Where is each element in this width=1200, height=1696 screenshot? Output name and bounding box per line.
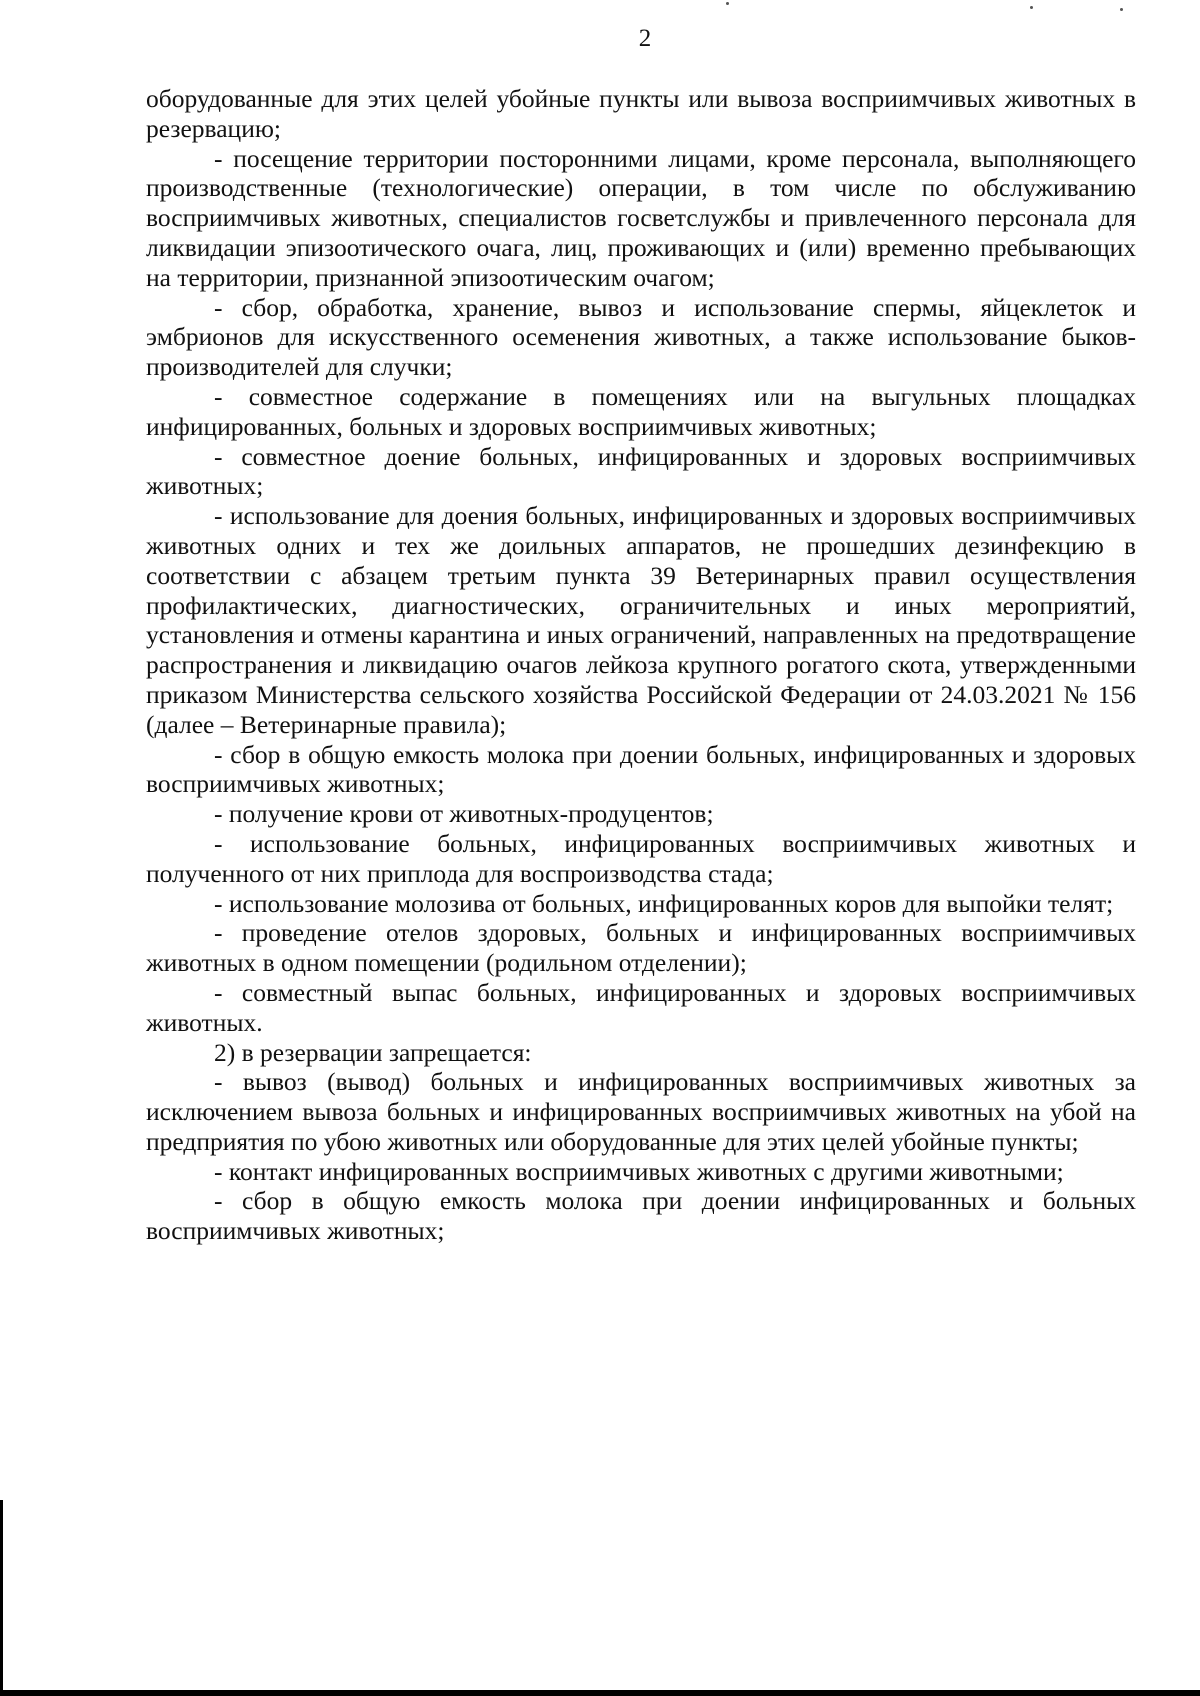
paragraph-7: - сбор в общую емкость молока при доении больных, инфицированных и здоровых восприимчивых животных; (146, 739, 1136, 799)
paragraph-8: - получение крови от животных-продуцентов; (214, 799, 714, 829)
paragraph-13: 2) в резервации запрещается: (214, 1037, 532, 1067)
paragraph-3: - сбор, обработка, хранение, вывоз и использование спермы, яйцеклеток и эмбрионов для искусственного осеменения животных, а также использование быков-производителей для случки; (146, 292, 1136, 382)
page-number: 2 (638, 25, 652, 52)
scan-speck (1120, 8, 1123, 11)
paragraph-2: - посещение территории посторонними лицами, кроме персонала, выполняющего производственные (технологические) операции, в том числе по обслуживанию восприимчивых животных, специалистов госветслужбы и привлеченного персонала для ликвидации эпизоотического очага, лиц, проживающих и (или) временно пребывающих на территории, признанной эпизоотическим очагом; (146, 143, 1136, 292)
scan-speck (1030, 6, 1033, 9)
scan-edge-left (0, 1500, 3, 1696)
scan-edge-bottom (0, 1690, 1200, 1696)
paragraph-1: оборудованные для этих целей убойные пункты или вывоза восприимчивых животных в резервацию; (146, 84, 1136, 143)
paragraph-12: - совместный выпас больных, инфицированных и здоровых восприимчивых животных. (146, 977, 1136, 1037)
paragraph-5: - совместное доение больных, инфицированных и здоровых восприимчивых животных; (146, 441, 1136, 501)
paragraph-10: - использование молозива от больных, инфицированных коров для выпойки телят; (214, 888, 1114, 918)
paragraph-9: - использование больных, инфицированных восприимчивых животных и полученного от них приплода для воспроизводства стада; (146, 828, 1136, 888)
paragraph-6: - использование для доения больных, инфицированных и здоровых восприимчивых животных одних и тех же доильных аппаратов, не прошедших дезинфекцию в соответствии с абзацем третьим пункта 39 Ветеринарных правил осуществления профилактических, диагностических, ограничительных и иных мероприятий, установления и отмены карантина и иных ограничений, направленных на предотвращение распространения и ликвидацию очагов лейкоза крупного рогатого скота, утвержденными приказом Министерства сельского хозяйства Российской Федерации от 24.03.2021 № 156 (далее – Ветеринарные правила); (146, 501, 1136, 739)
document-body (146, 84, 1136, 1246)
paragraph-4: - совместное содержание в помещениях или на выгульных площадках инфицированных, больных и здоровых восприимчивых животных; (146, 381, 1136, 441)
paragraph-15: - контакт инфицированных восприимчивых животных с другими животными; (214, 1156, 1064, 1186)
paragraph-16: - сбор в общую емкость молока при доении инфицированных и больных восприимчивых животных; (146, 1186, 1136, 1246)
scan-speck (726, 2, 729, 5)
paragraph-14: - вывоз (вывод) больных и инфицированных восприимчивых животных за исключением вывоза больных и инфицированных восприимчивых животных на убой на предприятия по убою животных или оборудованные для этих целей убойные пункты; (146, 1067, 1136, 1156)
paragraph-11: - проведение отелов здоровых, больных и инфицированных восприимчивых животных в одном помещении (родильном отделении); (146, 918, 1136, 978)
